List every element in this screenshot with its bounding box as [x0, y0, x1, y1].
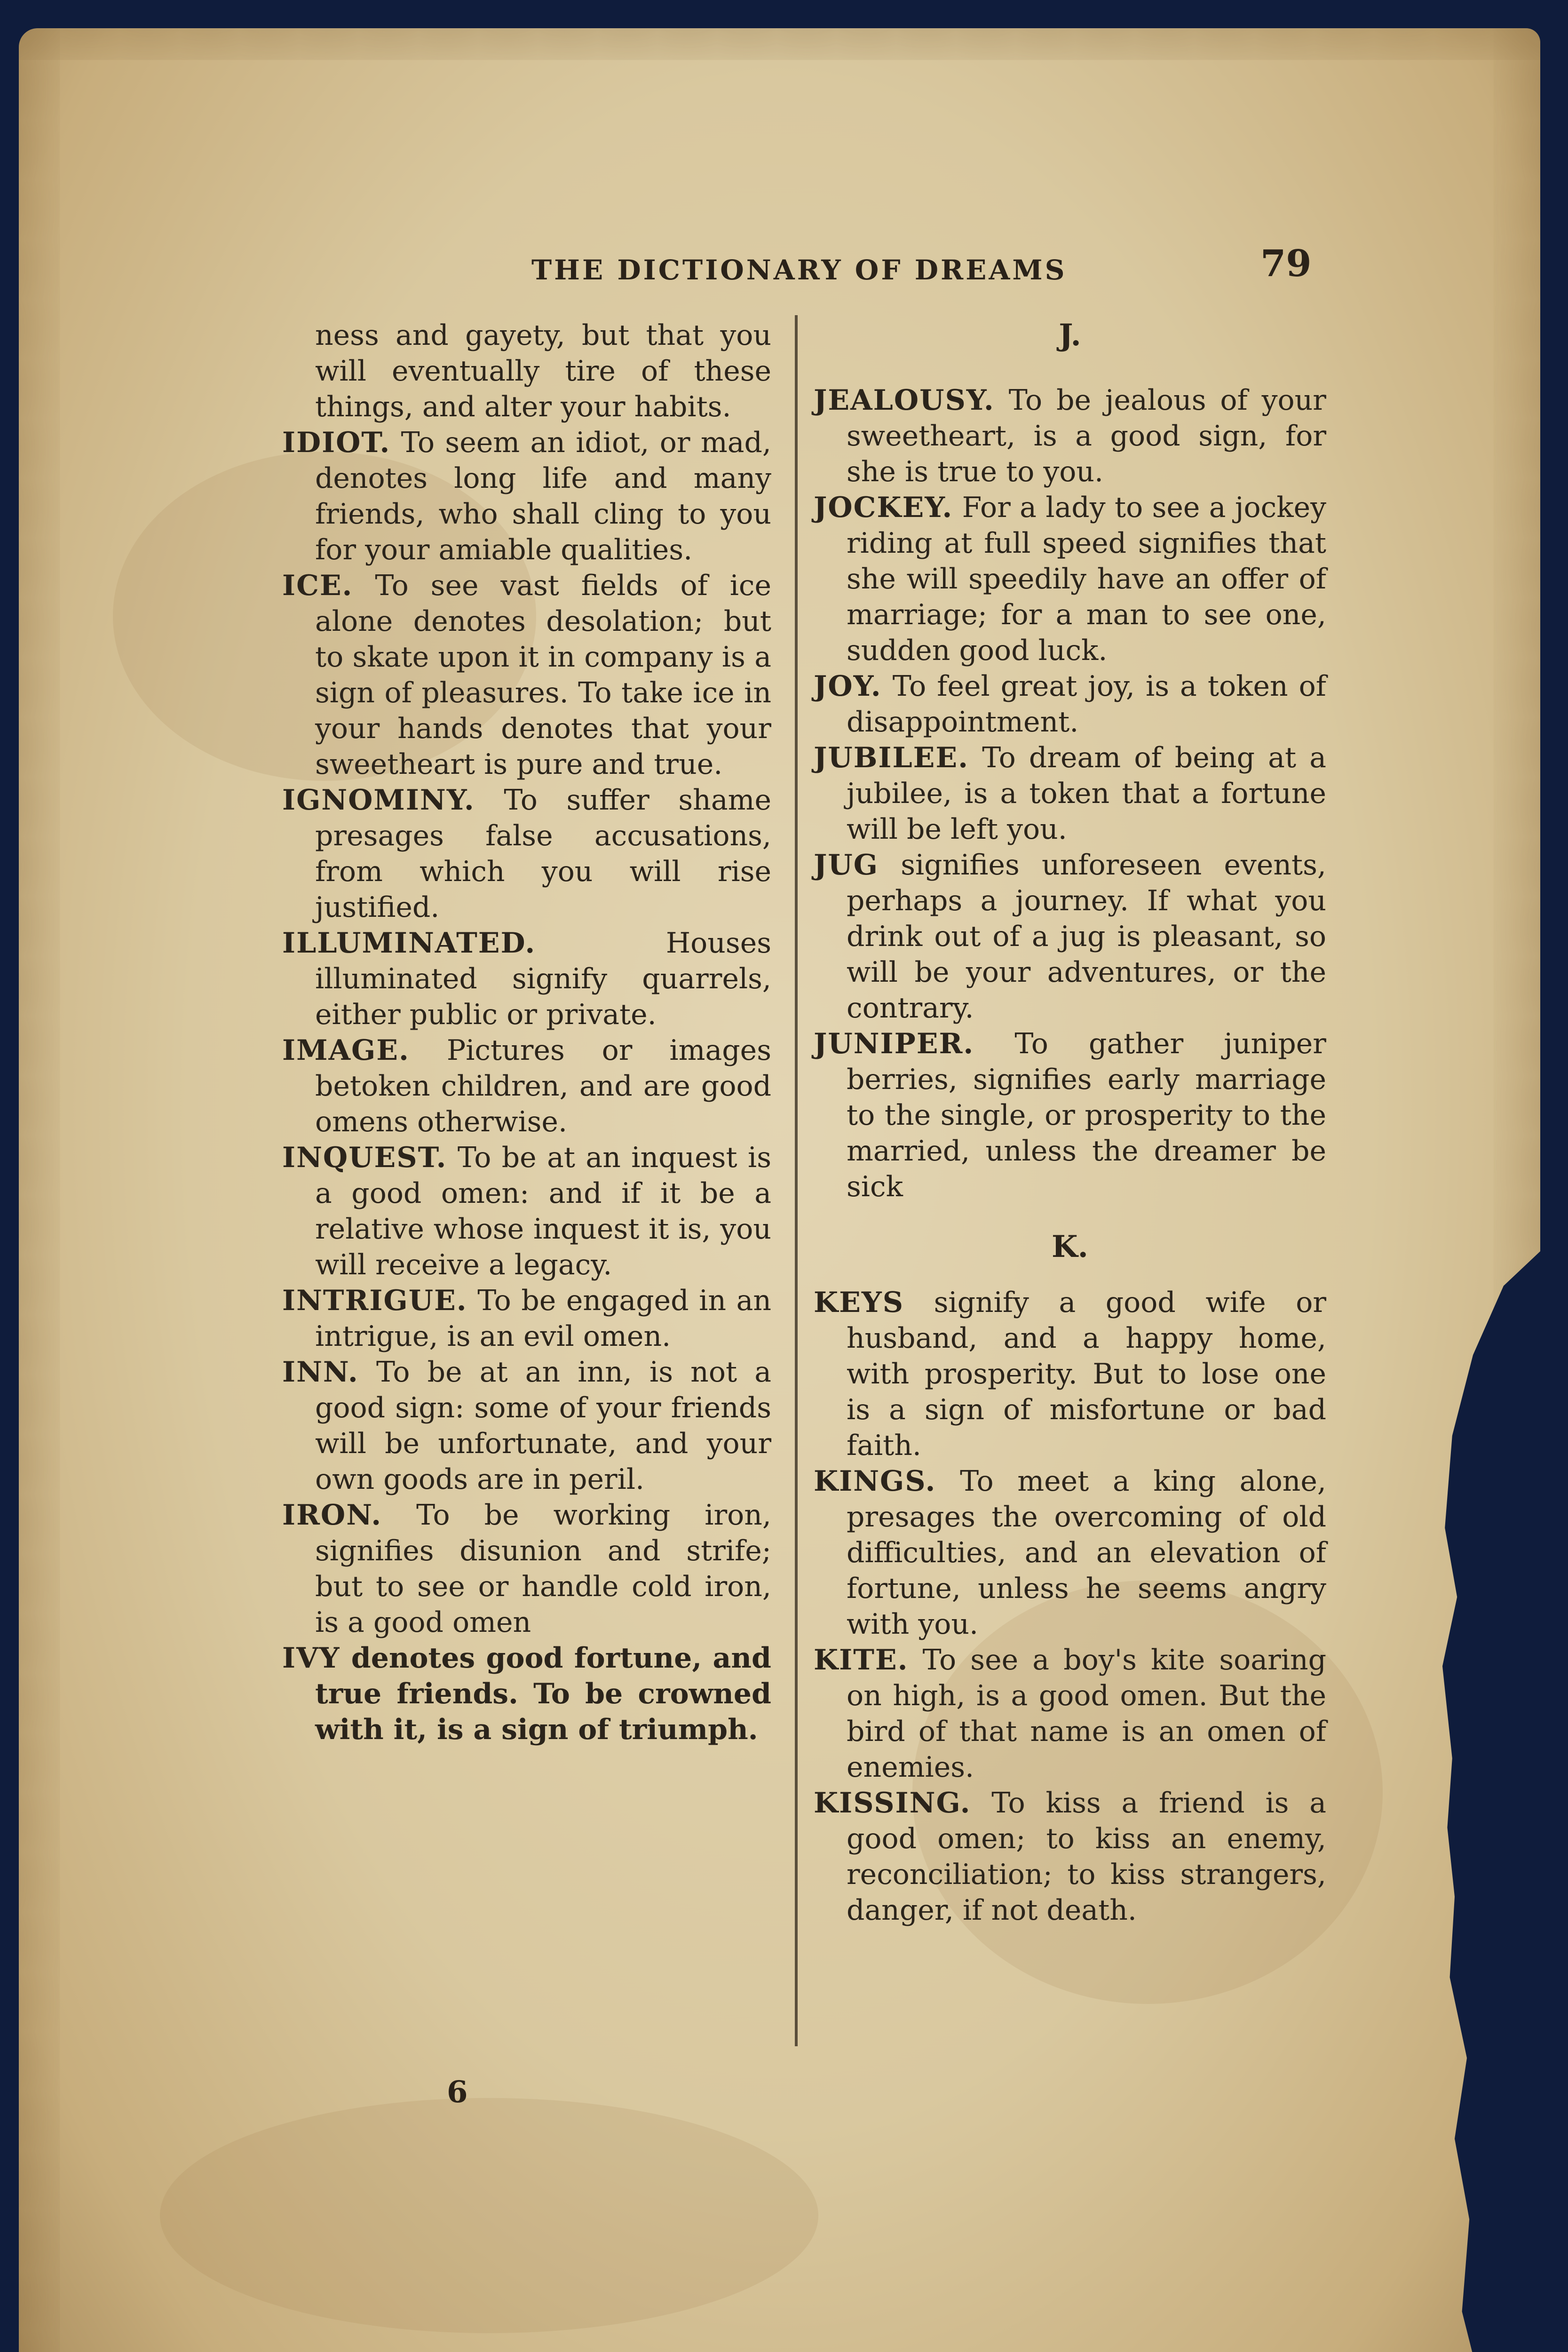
entry-text: To be at an inquest is a good omen: and if it be a relative whose inquest it is, you will receive a legacy.	[315, 1141, 771, 1281]
paper-stain	[160, 2098, 818, 2333]
entry-text: To be jealous of your sweetheart, is a good sign, for she is true to you.	[847, 384, 1326, 488]
dream-entry-image	[282, 1033, 771, 1140]
dream-entry-jealousy	[814, 382, 1326, 490]
entry-text: signifies unforeseen events, perhaps a journey. If what you drink out of a jug is pleasant, so will be your adventures, or the contrary.	[847, 849, 1327, 1025]
entry-term: ICE.	[282, 569, 353, 602]
entry-text: To be engaged in an intrigue, is an evil omen.	[315, 1284, 771, 1353]
dream-entry-inn	[282, 1354, 771, 1497]
right-column	[814, 318, 1326, 1928]
entry-text: denotes good fortune, and true friends. To be crowned with it, is a sign of triumph.	[315, 1642, 771, 1746]
entry-term: JEALOUSY.	[814, 384, 995, 417]
section-letter-j: J.	[1059, 318, 1081, 353]
entry-text: To be at an inn, is not a good sign: some of your friends will be unfortunate, and your own goods are in peril.	[315, 1356, 771, 1496]
left-column	[282, 318, 771, 1748]
dream-entry-idiot	[282, 425, 771, 568]
dream-entry-ivy	[282, 1640, 771, 1748]
entry-term: KINGS.	[814, 1465, 936, 1498]
dream-entry-juniper	[814, 1026, 1326, 1205]
dream-entry-kings	[814, 1463, 1326, 1642]
dream-entry-jockey	[814, 490, 1326, 668]
entry-text: To gather juniper berries, signifies early marriage to the single, or prosperity to the married, unless the dreamer be sick	[847, 1027, 1326, 1203]
entry-term: INN.	[282, 1356, 359, 1389]
entry-term: KITE.	[814, 1644, 909, 1677]
book-page	[19, 28, 1540, 2352]
entry-text: To meet a king alone, presages the overcoming of old difficulties, and an elevation of fortune, unless he seems angry with you.	[847, 1465, 1326, 1641]
dream-entry-keys	[814, 1285, 1326, 1463]
entry-term: KISSING.	[814, 1787, 971, 1820]
entry-text: To feel great joy, is a token of disappointment.	[847, 670, 1326, 739]
entry-term: IGNOMINY.	[282, 784, 475, 817]
continued-entry: ness and gayety, but that you will eventually tire of these things, and alter your habits.	[315, 319, 771, 423]
dream-entry-inquest	[282, 1140, 771, 1283]
dream-entry-kissing	[814, 1785, 1326, 1928]
dream-entry-jubilee	[814, 740, 1326, 847]
entry-text: To kiss a friend is a good omen; to kiss an enemy, reconciliation; to kiss strangers, danger, if not death.	[847, 1787, 1326, 1927]
entry-text: To dream of being at a jubilee, is a token that a fortune will be left you.	[847, 741, 1327, 846]
entry-text: To suffer shame presages false accusations, from which you will rise justified.	[315, 784, 771, 924]
entry-term: ILLUMINATED.	[282, 927, 536, 960]
torn-edge	[1418, 1251, 1540, 2352]
entry-term: IRON.	[282, 1499, 382, 1532]
dream-entry-iron	[282, 1497, 771, 1640]
entry-term: JUBILEE.	[814, 741, 969, 774]
entry-term: KEYS	[814, 1286, 904, 1319]
dream-entry-illuminated	[282, 925, 771, 1033]
entry-text: Houses illuminated signify quarrels, either public or private.	[315, 927, 771, 1031]
section-letter-k: K.	[1052, 1229, 1088, 1264]
page-number: 79	[1260, 242, 1312, 285]
dream-entry-kite	[814, 1642, 1326, 1785]
entry-term: IMAGE.	[282, 1034, 410, 1067]
entry-text: To see a boy's kite soaring on high, is a good omen. But the bird of that name is an omen of enemies.	[847, 1644, 1326, 1784]
running-header: THE DICTIONARY OF DREAMS	[531, 254, 1067, 286]
entry-term: JUG	[814, 849, 879, 882]
dream-entry-joy	[814, 668, 1326, 740]
entry-text: signify a good wife or husband, and a happy home, with prosperity. But to lose one is a sign of misfortune or bad faith.	[847, 1286, 1326, 1462]
entry-text: To see vast fields of ice alone denotes desolation; but to skate upon it in company is a sign of pleasures. To take ice in your hands denotes that your sweetheart is pure and true.	[315, 569, 771, 781]
entry-text: To be working iron, signifies disunion and strife; but to see or handle cold iron, is a good omen	[315, 1499, 771, 1639]
entry-text: For a lady to see a jockey riding at full speed signifies that she will speedily have an offer of marriage; for a man to see one, sudden good luck.	[847, 491, 1326, 667]
entry-term: IVY	[282, 1642, 341, 1675]
entry-term: JOY.	[814, 670, 882, 703]
entry-term: INTRIGUE.	[282, 1284, 467, 1317]
dream-entry-intrigue	[282, 1283, 771, 1354]
entry-term: IDIOT.	[282, 426, 391, 459]
dream-entry-ignominy	[282, 782, 771, 925]
entry-text: To seem an idiot, or mad, denotes long life and many friends, who shall cling to you for your amiable qualities.	[315, 426, 771, 566]
column-divider	[795, 315, 798, 2046]
entry-term: JUNIPER.	[814, 1027, 974, 1060]
dream-entry-jug	[814, 847, 1326, 1026]
entry-term: JOCKEY.	[814, 491, 953, 524]
signature-mark: 6	[447, 2074, 468, 2110]
entry-term: INQUEST.	[282, 1141, 447, 1174]
entry-text: Pictures or images betoken children, and are good omens otherwise.	[315, 1034, 771, 1138]
dream-entry-ice	[282, 568, 771, 782]
